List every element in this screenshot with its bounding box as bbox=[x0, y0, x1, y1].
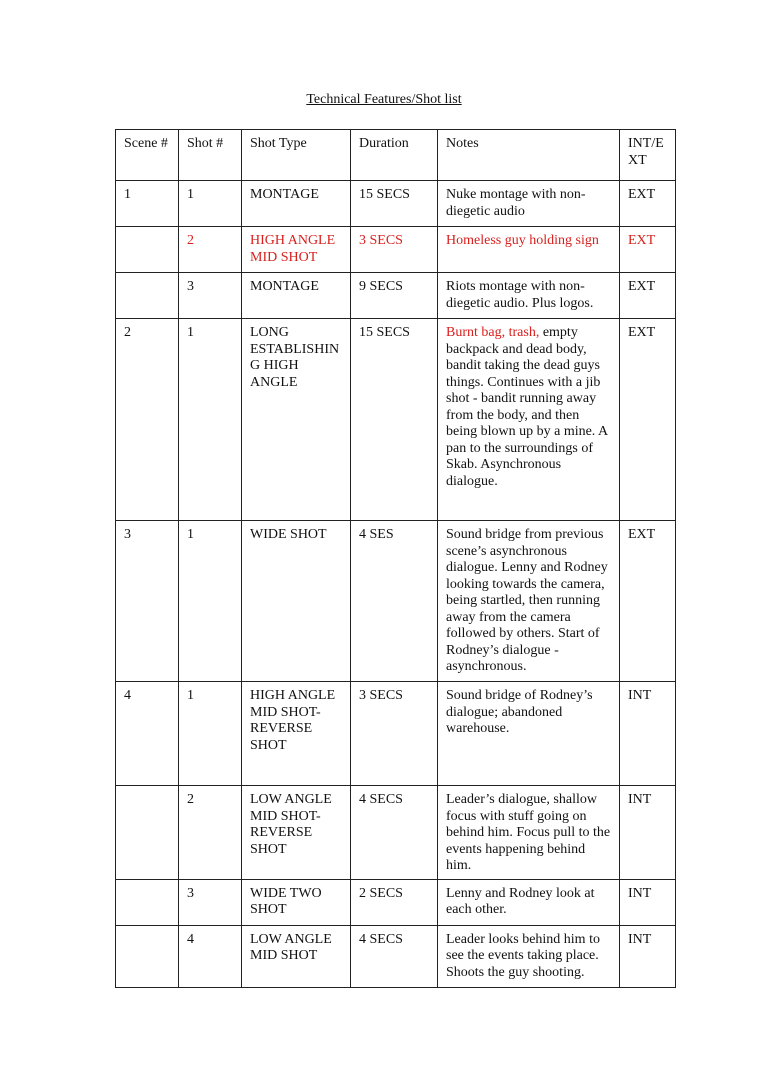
int-ext-cell: EXT bbox=[620, 319, 676, 521]
scene-cell bbox=[116, 227, 179, 273]
table-row bbox=[116, 181, 676, 227]
duration-cell: 4 SES bbox=[351, 521, 438, 682]
notes-highlight: Burnt bag, trash, bbox=[446, 325, 540, 340]
shot-cell: 1 bbox=[179, 521, 242, 682]
shot-cell: 1 bbox=[179, 682, 242, 786]
header-shot-type: Shot Type bbox=[242, 130, 351, 181]
duration-cell: 4 SECS bbox=[351, 786, 438, 880]
shot-type-cell: LONG ESTABLISHIN G HIGH ANGLE bbox=[242, 319, 351, 521]
notes-text: empty backpack and dead body, bandit taking the dead guys things. Continues with a jib shot - bandit running away from the body, and then being blown up by a mine. A pan to the surroundings of Skab. Asynchronous dialogue. bbox=[446, 325, 608, 489]
header-duration: Duration bbox=[351, 130, 438, 181]
shot-cell: 3 bbox=[179, 879, 242, 925]
notes-cell: Sound bridge of Rodney’s dialogue; abandoned warehouse. bbox=[438, 682, 620, 786]
scene-cell: 2 bbox=[116, 319, 179, 521]
notes-cell: Leader looks behind him to see the events taking place. Shoots the guy shooting. bbox=[438, 925, 620, 987]
int-ext-cell: INT bbox=[620, 786, 676, 880]
notes-cell: Leader’s dialogue, shallow focus with stuff going on behind him. Focus pull to the events happening behind him. bbox=[438, 786, 620, 880]
notes-cell: Nuke montage with non-diegetic audio bbox=[438, 181, 620, 227]
duration-cell: 3 SECS bbox=[351, 682, 438, 786]
header-row bbox=[116, 130, 676, 181]
notes-cell: Riots montage with non-diegetic audio. Plus logos. bbox=[438, 273, 620, 319]
table-row bbox=[116, 273, 676, 319]
int-ext-cell: INT bbox=[620, 879, 676, 925]
duration-cell: 15 SECS bbox=[351, 181, 438, 227]
int-ext-cell: EXT bbox=[620, 227, 676, 273]
scene-cell bbox=[116, 786, 179, 880]
shot-type-cell: HIGH ANGLE MID SHOT-REVERSE SHOT bbox=[242, 682, 351, 786]
scene-cell bbox=[116, 879, 179, 925]
table-row bbox=[116, 925, 676, 987]
scene-cell: 4 bbox=[116, 682, 179, 786]
scene-cell: 1 bbox=[116, 181, 179, 227]
shot-cell: 2 bbox=[179, 227, 242, 273]
scene-cell bbox=[116, 925, 179, 987]
duration-cell: 15 SECS bbox=[351, 319, 438, 521]
int-ext-cell: EXT bbox=[620, 273, 676, 319]
int-ext-cell: EXT bbox=[620, 181, 676, 227]
notes-cell: Homeless guy holding sign bbox=[438, 227, 620, 273]
int-ext-cell: INT bbox=[620, 925, 676, 987]
notes-cell bbox=[438, 319, 620, 521]
shot-type-cell: MONTAGE bbox=[242, 181, 351, 227]
shot-cell: 2 bbox=[179, 786, 242, 880]
shot-type-cell: LOW ANGLE MID SHOT-REVERSE SHOT bbox=[242, 786, 351, 880]
notes-cell: Sound bridge from previous scene’s asynchronous dialogue. Lenny and Rodney looking towards the camera, being startled, then running away from the camera followed by others. Start of Rodney’s dialogue - asynchronous. bbox=[438, 521, 620, 682]
page-title: Technical Features/Shot list bbox=[306, 92, 462, 107]
int-ext-cell: INT bbox=[620, 682, 676, 786]
table-row bbox=[116, 879, 676, 925]
shot-type-cell: HIGH ANGLE MID SHOT bbox=[242, 227, 351, 273]
shot-cell: 1 bbox=[179, 181, 242, 227]
duration-cell: 3 SECS bbox=[351, 227, 438, 273]
duration-cell: 9 SECS bbox=[351, 273, 438, 319]
shot-cell: 1 bbox=[179, 319, 242, 521]
shot-cell: 3 bbox=[179, 273, 242, 319]
table-row bbox=[116, 786, 676, 880]
shot-list-table bbox=[115, 129, 676, 988]
header-notes: Notes bbox=[438, 130, 620, 181]
header-scene: Scene # bbox=[116, 130, 179, 181]
table-row bbox=[116, 682, 676, 786]
int-ext-cell: EXT bbox=[620, 521, 676, 682]
table-row bbox=[116, 319, 676, 521]
duration-cell: 4 SECS bbox=[351, 925, 438, 987]
scene-cell: 3 bbox=[116, 521, 179, 682]
notes-cell: Lenny and Rodney look at each other. bbox=[438, 879, 620, 925]
table-row bbox=[116, 227, 676, 273]
duration-cell: 2 SECS bbox=[351, 879, 438, 925]
shot-cell: 4 bbox=[179, 925, 242, 987]
header-shot: Shot # bbox=[179, 130, 242, 181]
header-int-ext: INT/E XT bbox=[620, 130, 676, 181]
shot-type-cell: WIDE SHOT bbox=[242, 521, 351, 682]
scene-cell bbox=[116, 273, 179, 319]
shot-type-cell: LOW ANGLE MID SHOT bbox=[242, 925, 351, 987]
shot-type-cell: WIDE TWO SHOT bbox=[242, 879, 351, 925]
table-row bbox=[116, 521, 676, 682]
shot-type-cell: MONTAGE bbox=[242, 273, 351, 319]
